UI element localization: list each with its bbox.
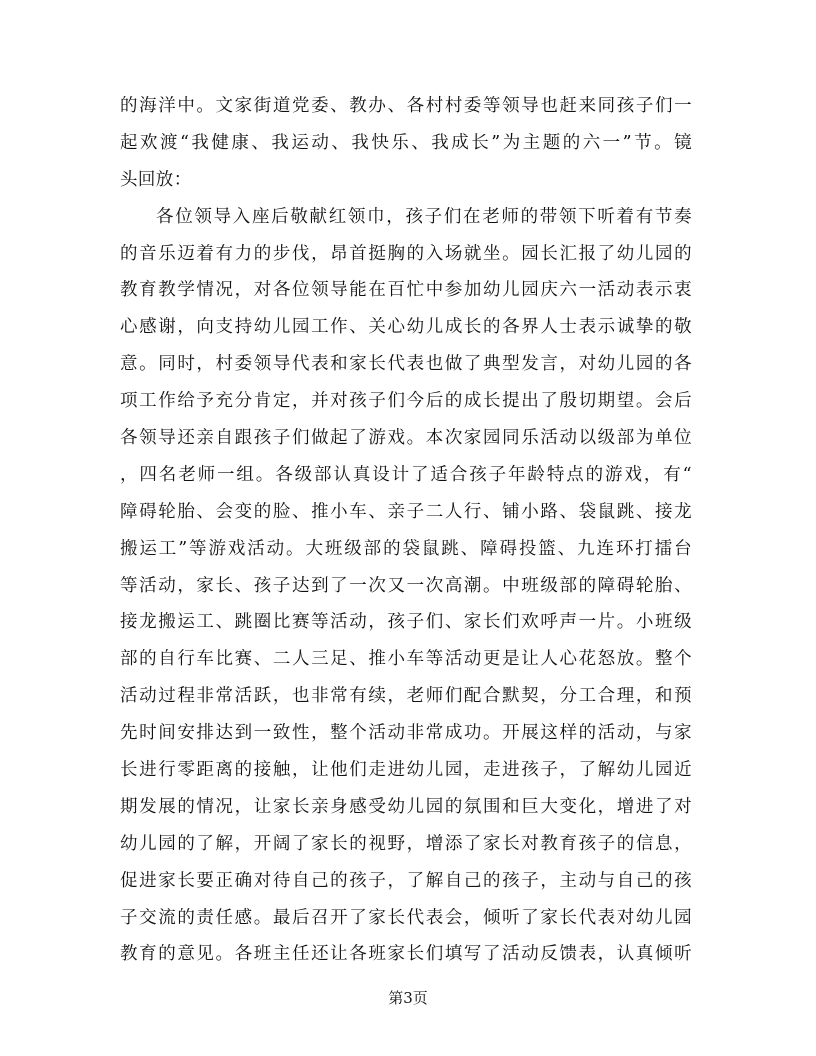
text-line: 起欢渡“我健康、我运动、我快乐、我成长”为主题的六一”节。镜	[120, 132, 692, 153]
text-line: 部的自行车比赛、二人三足、推小车等活动更是让人心花怒放。整个	[120, 649, 692, 670]
text-line: 的海洋中。文家街道党委、教办、各村村委等领导也赶来同孩子们一	[120, 96, 692, 116]
text-line: 长进行零距离的接触，让他们走进幼儿园，走进孩子，了解幼儿园近	[120, 760, 692, 781]
text-line: 促进家长要正确对待自己的孩子，了解自己的孩子，主动与自己的孩	[120, 870, 692, 891]
text-line: 意。同时，村委领导代表和家长代表也做了典型发言，对幼儿园的各	[120, 354, 692, 375]
text-line: 活动过程非常活跃，也非常有续，老师们配合默契，分工合理，和预	[120, 686, 692, 707]
paragraph-first-line: 各位领导入座后敬献红领巾，孩子们在老师的带领下听着有节奏	[156, 206, 692, 227]
text-line: 心感谢，向支持幼儿园工作、关心幼儿成长的各界人士表示诚挚的敬	[120, 317, 692, 338]
text-line: 的音乐迈着有力的步伐，昂首挺胸的入场就坐。园长汇报了幼儿园的	[120, 243, 692, 264]
text-line: 幼儿园的了解，开阔了家长的视野，增添了家长对教育孩子的信息，	[120, 833, 692, 854]
text-line: 接龙搬运工、跳圈比赛等活动，孩子们、家长们欢呼声一片。小班级	[120, 612, 692, 633]
text-line: 先时间安排达到一致性，整个活动非常成功。开展这样的活动，与家	[120, 723, 692, 744]
text-line: 头回放：	[120, 169, 192, 190]
page-number: 第3页	[388, 989, 428, 1007]
text-line: 期发展的情况，让家长亲身感受幼儿园的氛围和巨大变化，增进了对	[120, 796, 692, 817]
body-text	[120, 88, 692, 973]
text-line: 教育的意见。各班主任还让各班家长们填写了活动反馈表，认真倾听	[120, 944, 692, 965]
text-line: 各领导还亲自跟孩子们做起了游戏。本次家园同乐活动以级部为单位	[120, 428, 692, 449]
text-line: 搬运工”等游戏活动。大班级部的袋鼠跳、障碍投篮、九连环打擂台	[120, 538, 692, 559]
text-line: 教育教学情况，对各位领导能在百忙中参加幼儿园庆六一活动表示衷	[120, 280, 692, 301]
text-line: 子交流的责任感。最后召开了家长代表会，倾听了家长代表对幼儿园	[120, 907, 692, 928]
text-line: ，四名老师一组。各级部认真设计了适合孩子年龄特点的游戏，有“	[120, 464, 692, 485]
text-line: 项工作给予充分肯定，并对孩子们今后的成长提出了殷切期望。会后	[120, 391, 692, 412]
text-line: 障碍轮胎、会变的脸、推小车、亲子二人行、铺小路、袋鼠跳、接龙	[120, 501, 692, 522]
text-line: 等活动，家长、孩子达到了一次又一次高潮。中班级部的障碍轮胎、	[120, 575, 692, 596]
